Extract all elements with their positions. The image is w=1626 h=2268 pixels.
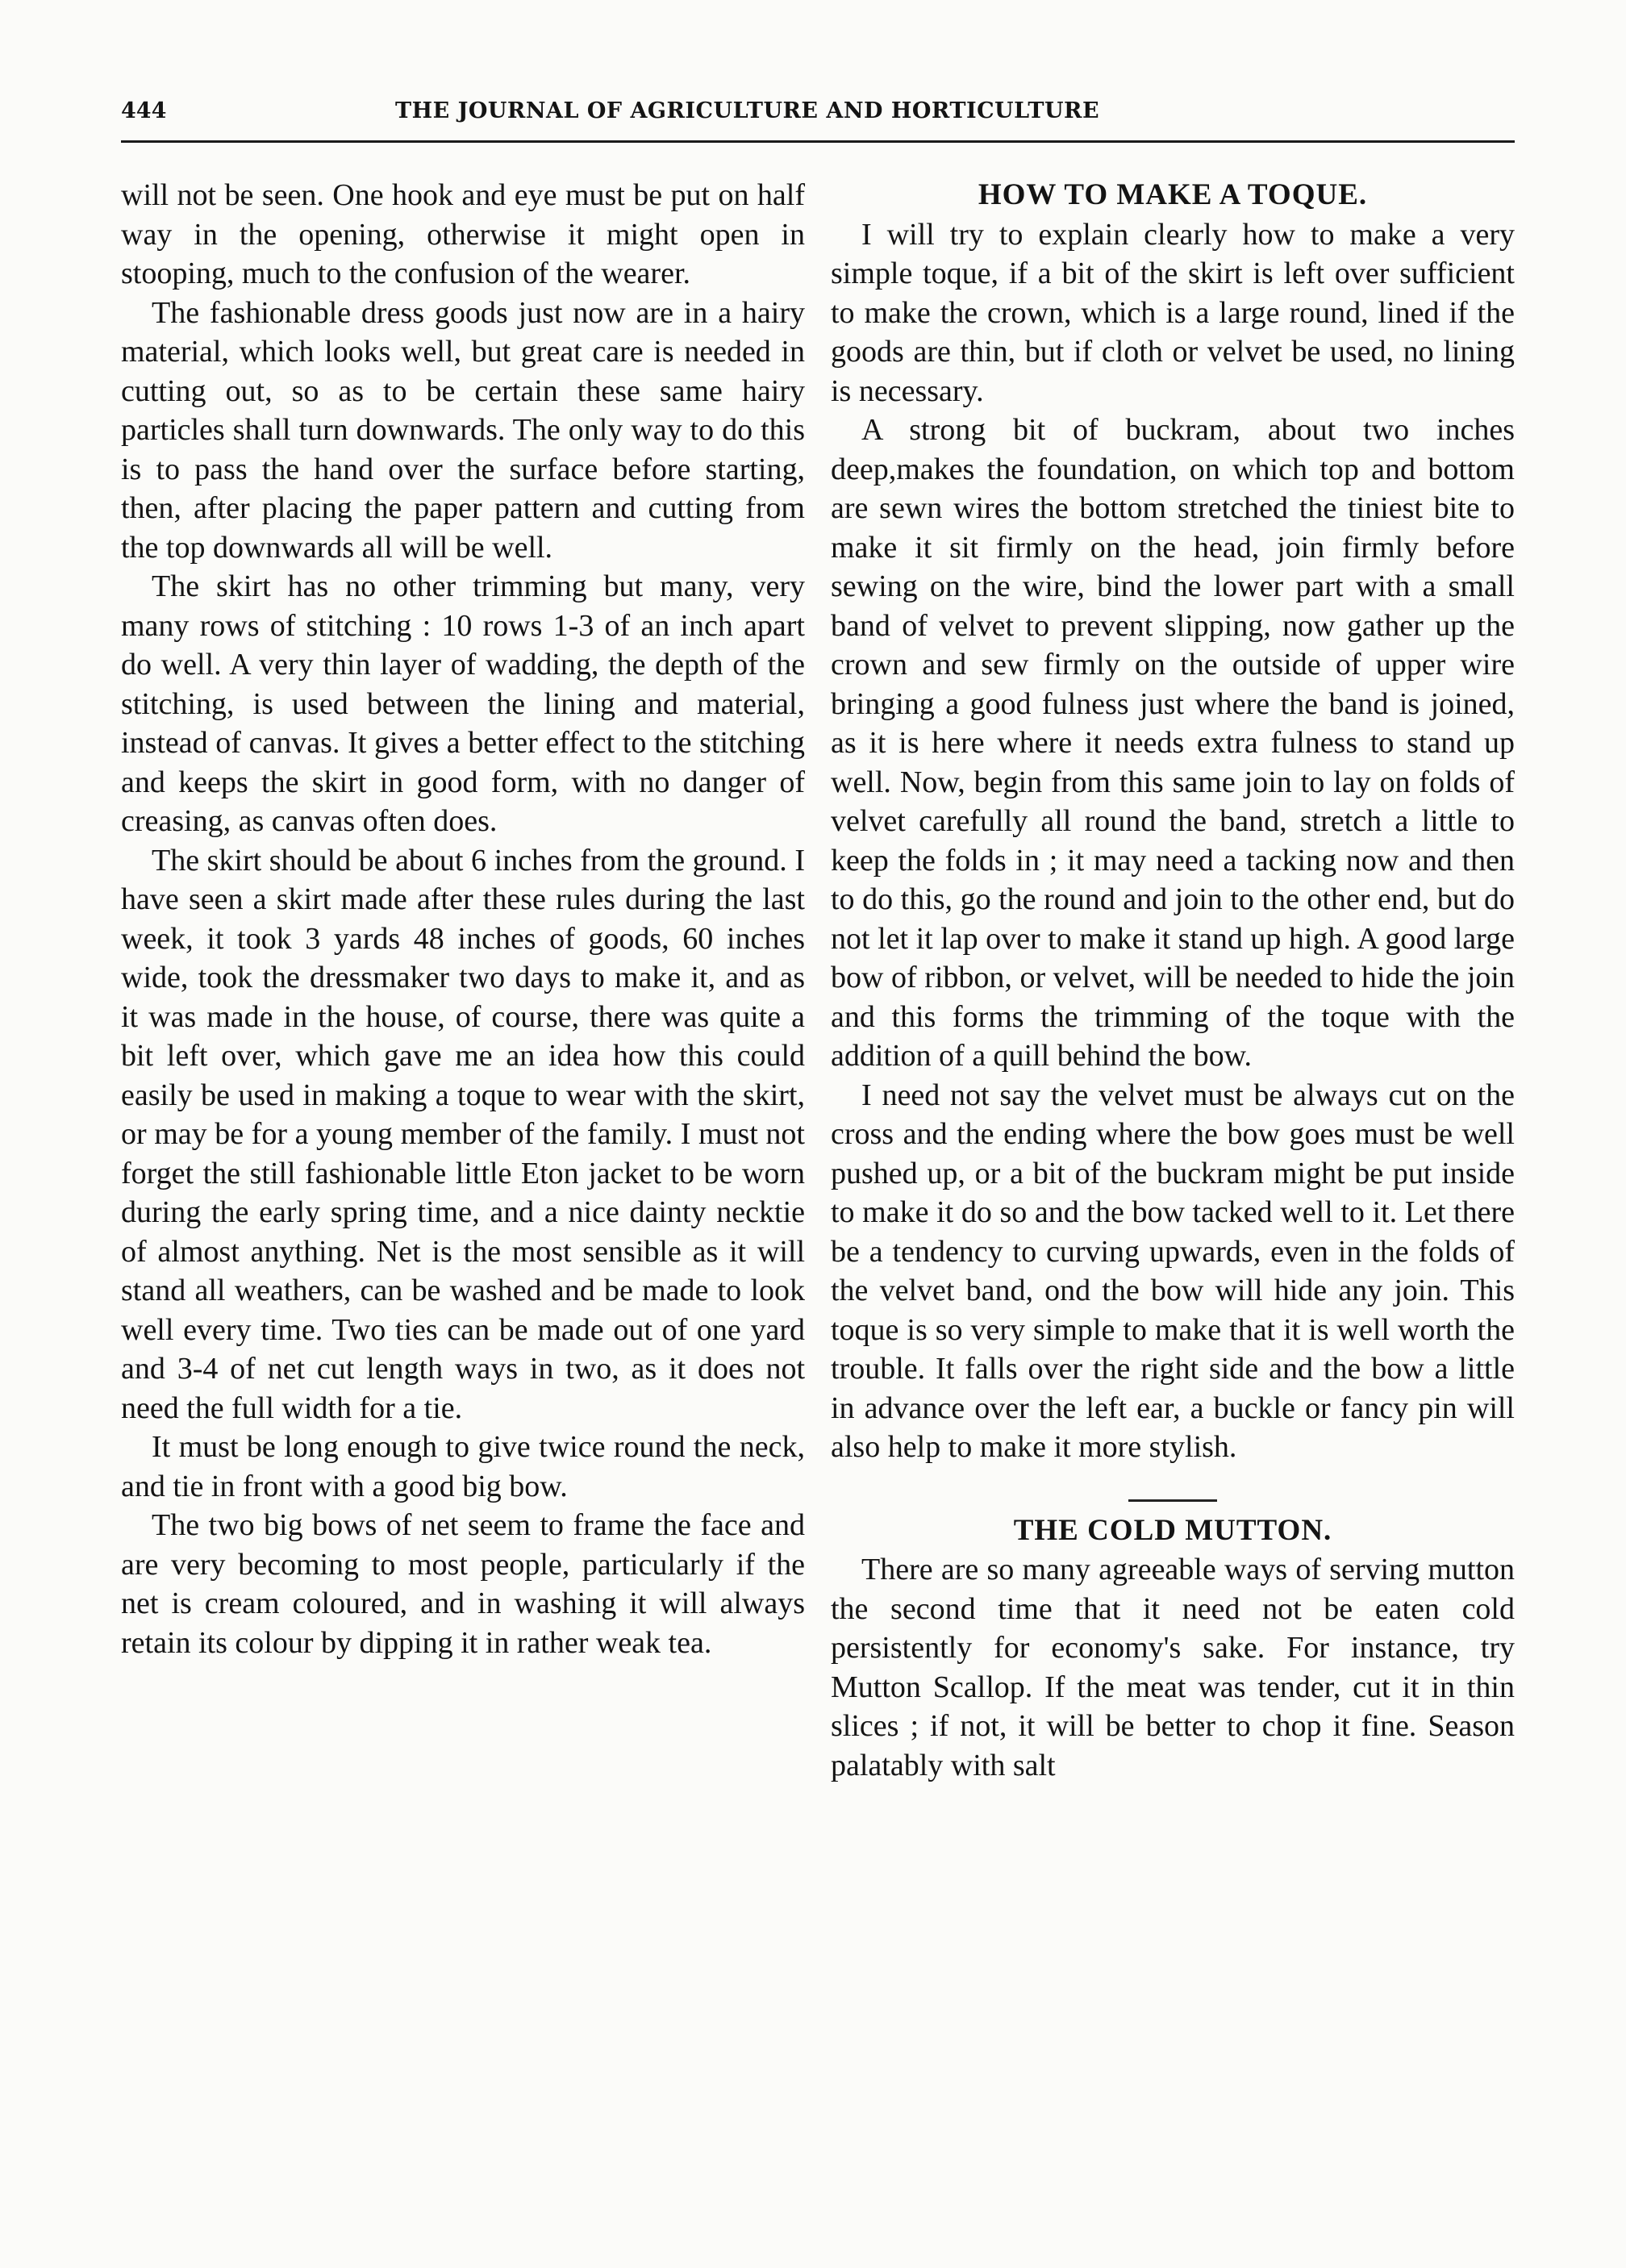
- page-header: [121, 98, 1515, 131]
- page-number: 444: [121, 98, 167, 123]
- section-separator: [1128, 1499, 1217, 1502]
- paragraph: It must be long enough to give twice round the neck, and tie in front with a good big bow.: [121, 1430, 805, 1503]
- right-column: [831, 176, 1515, 1785]
- paragraph: The fashionable dress goods just now are in a hairy material, which looks well, but great care is needed in cutting out, so as to be certain these same hairy particles shall turn downwards. The only way to do this is to pass the hand over the surface before starting, then, after placing the paper pattern and cutting from the top downwards all will be well.: [121, 295, 805, 565]
- paragraph: will not be seen. One hook and eye must be put on half way in the opening, otherwise it might open in stooping, much to the confusion of the wearer.: [121, 178, 805, 290]
- paragraph: The skirt has no other trimming but many, very many rows of stitching : 10 rows 1-3 of an inch apart do well. A very thin layer of wadding, the depth of the stitching, is used between the lining and material, instead of canvas. It gives a better effect to the stitching and keeps the skirt in good form, with no danger of creasing, as canvas often does.: [121, 569, 805, 838]
- mutton-heading: THE COLD MUTTON.: [1013, 1513, 1332, 1547]
- header-rule: [121, 140, 1515, 143]
- paragraph: The two big bows of net seem to frame the face and are very becoming to most people, particularly if the net is cream coloured, and in washing it will always retain its colour by dipping it in rather weak tea.: [121, 1508, 805, 1660]
- paragraph: A strong bit of buckram, about two inches deep,makes the foundation, on which top and bottom are sewn wires the bottom stretched the tiniest bite to make it sit firmly on the head, join firmly before sewing on the wire, bind the lower part with a small band of velvet to prevent slipping, now gather up the crown and sew firmly on the outside of upper wire bringing a good fulness just where the band is joined, as it is here where it needs extra fulness to stand up well. Now, begin from this same join to lay on folds of velvet carefully all round the band, stretch a little to keep the folds in ; it may need a tacking now and then to do this, go the round and join to the other end, but do not let it lap over to make it stand up high. A good large bow of ribbon, or velvet, will be needed to hide the join and this forms the trimming of the toque with the addition of a quill behind the bow.: [831, 413, 1515, 1073]
- paragraph: I will try to explain clearly how to make a very simple toque, if a bit of the skirt is left over sufficient to make the crown, which is a large round, lined if the goods are thin, but if cloth or velvet be used, no lining is necessary.: [831, 217, 1515, 408]
- paragraph: The skirt should be about 6 inches from the ground. I have seen a skirt made after these rules during the last week, it took 3 yards 48 inches of goods, 60 inches wide, took the dressmaker two days to make it, and as it was made in the house, of course, there was quite a bit left over, which gave me an idea how this could easily be used in making a toque to wear with the skirt, or may be for a young member of the family. I must not forget the still fashionable little Eton jacket to be worn during the early spring time, and a nice dainty necktie of almost anything. Net is the most sensible as it will stand all weathers, can be washed and be made to look well every time. Two ties can be made out of one yard and 3-4 of net cut length ways in two, as it does not need the full width for a tie.: [121, 843, 805, 1425]
- paragraph: I need not say the velvet must be always cut on the cross and the ending where the bow goes must be well pushed up, or a bit of the buckram might be put inside to make it do so and the bow tacked well to it. Let there be a tendency to curving upwards, even in the folds of the velvet band, ond the bow will hide any join. This toque is so very simple to make that it is well worth the trouble. It falls over the right side and the bow a little in advance over the left ear, a buckle or fancy pin will also help to make it more stylish.: [831, 1078, 1515, 1464]
- journal-title: THE JOURNAL OF AGRICULTURE AND HORTICULTURE: [395, 98, 1100, 123]
- left-column: [121, 176, 805, 1662]
- paragraph: There are so many agreeable ways of serving mutton the second time that it need not be eaten cold persistently for economy's sake. For instance, try Mutton Scallop. If the meat was tender, cut it in thin slices ; if not, it will be better to chop it fine. Season palatably with salt: [831, 1553, 1515, 1782]
- toque-heading: HOW TO MAKE A TOQUE.: [978, 178, 1368, 211]
